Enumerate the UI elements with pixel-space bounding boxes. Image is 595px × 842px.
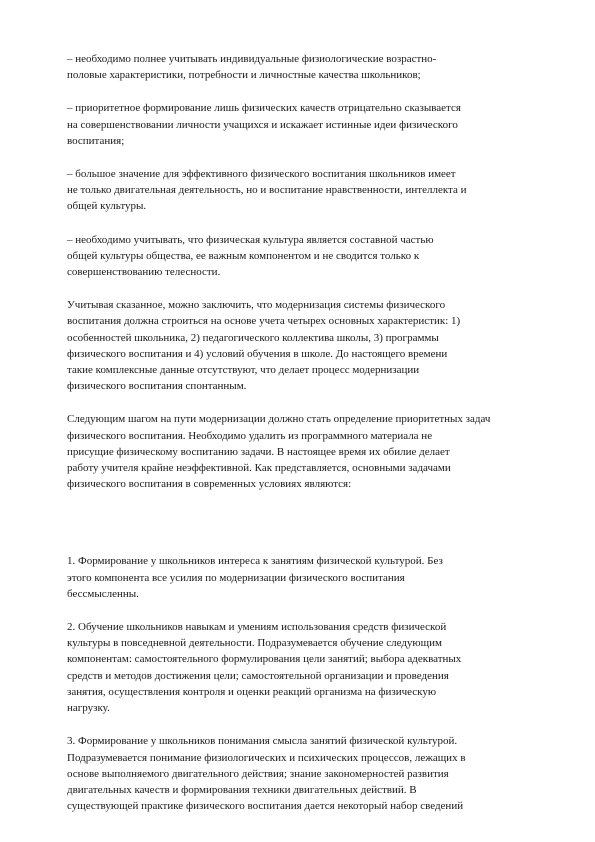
- paragraph-task-2: 2. Обучение школьников навыкам и умениям использования средств физической культуры в повседневной деятельности. Подразумевается обучение следующим компонентам: самостоятельного формулирования цели занятий; выбора адекватных средств и методов достижения цели; самостоятельной организации и проведения занятия, осуществления контроля и оценки реакций организма на физическую нагрузку.: [67, 621, 462, 715]
- paragraph-bullet-1: – необходимо полнее учитывать индивидуальные физиологические возрастно- половые характеристики, потребности и личностные качества школьников;: [67, 53, 437, 82]
- paragraph-bullet-2: – приоритетное формирование лишь физических качеств отрицательно сказывается на совершенствовании личности учащихся и искажает истинные идеи физического воспитания;: [67, 102, 461, 147]
- document-page: [67, 51, 535, 831]
- paragraph-bullet-3: – большое значение для эффективного физического воспитания школьников имеет не только двигательная деятельность, но и воспитание нравственности, интеллекта и общей культуры.: [67, 168, 467, 213]
- paragraph-bullet-4: – необходимо учитывать, что физическая культура является составной частью общей культуры общества, ее важным компонентом и не сводится только к совершенствованию телесности.: [67, 233, 434, 279]
- paragraph-task-1: 1. Формирование у школьников интереса к занятиям физической культурой. Без этого компонента все усилия по модернизации физического воспитания бессмысленны.: [67, 555, 443, 600]
- paragraph-next-step: Следующим шагом на пути модернизации должно стать определение приоритетных задач физического воспитания. Необходимо удалить из программного материала не присущие физическому воспитанию задачи. В настоящее время их обилие делает работу учителя крайне неэффективной. Как представляется, основными задачами физического воспитания в современных условиях являются:: [67, 413, 491, 491]
- section-spacer: [67, 509, 535, 553]
- paragraph-task-3: 3. Формирование у школьников понимания смысла занятий физической культурой. Подразумевается понимание физиологических и психических процессов, лежащих в основе выполняемого двигательного действия; знание закономерностей развития двигательных качеств и формирования техники двигательных действий. В существующей практике физического воспитания дается некоторый набор сведений: [67, 735, 466, 813]
- paragraph-conclusion: Учитывая сказанное, можно заключить, что модернизация системы физического воспитания должна строиться на основе учета четырех основных характеристик: 1) особенностей школьника, 2) педагогического коллектива школы, 3) программы физического воспитания и 4) условий обучения в школе. До настоящего времени такие комплексные данные отсутствуют, что делает процесс модернизации физического воспитания спонтанным.: [67, 299, 461, 393]
